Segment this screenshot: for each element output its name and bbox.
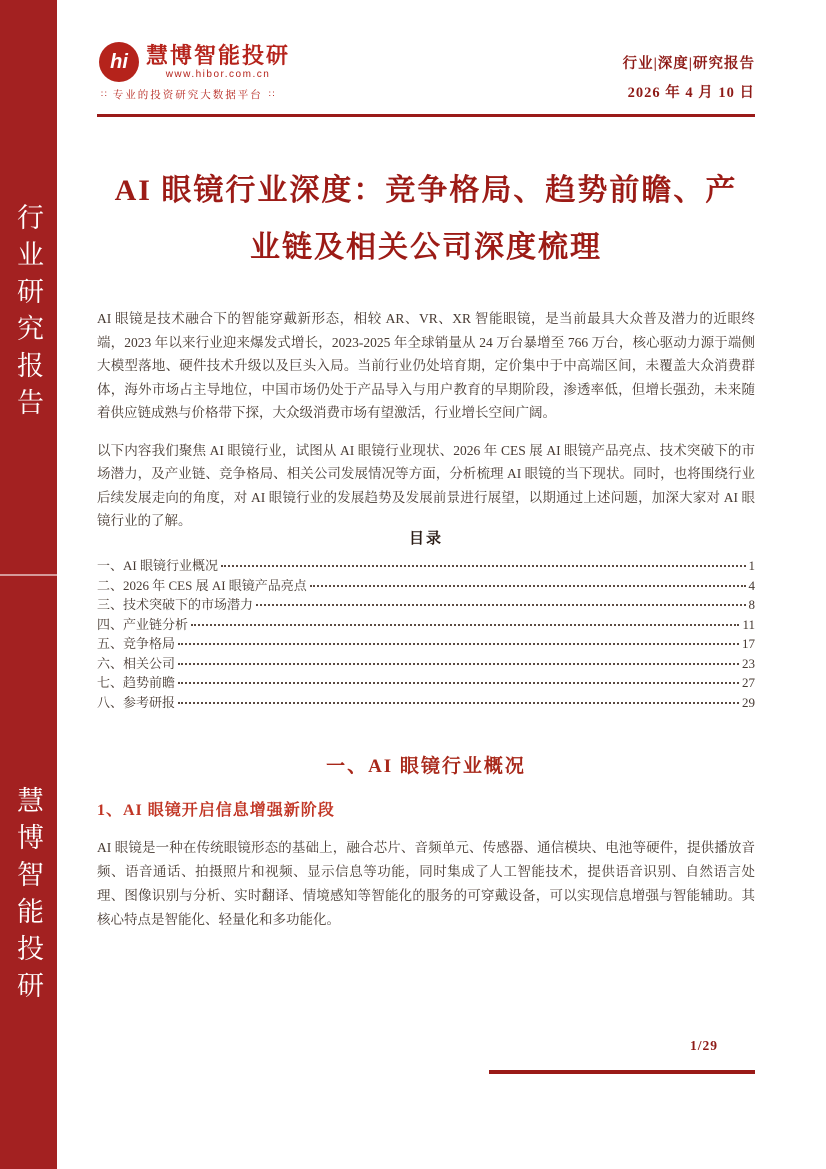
toc-dotted-leader [178, 682, 739, 684]
report-title [87, 162, 765, 276]
sidebar [0, 0, 57, 1169]
toc-dotted-leader [310, 585, 746, 587]
toc-dotted-leader [178, 663, 739, 665]
tagline-ornament-left-icon: ∷ [101, 89, 107, 99]
toc-list [97, 556, 755, 712]
section-paragraph: AI 眼镜是一种在传统眼镜形态的基础上，融合芯片、音频单元、传感器、通信模块、电池等硬件，提供播放音频、语音通话、拍摄照片和视频、显示信息等功能，同时集成了人工智能技术，提供语音识别、自然语言处理、图像识别与分析、实时翻译、情境感知等智能化的服务的可穿戴设备，可以实现信息增强与智能辅助。其核心特点是智能化、轻量化和多功能化。 [97, 840, 755, 927]
report-category: 行业|深度|研究报告 [622, 56, 755, 72]
toc-dotted-leader [178, 702, 739, 704]
toc-item-7[interactable] [97, 673, 755, 693]
toc-item-label: 六、相关公司 [97, 655, 176, 671]
brand-tagline: 专业的投资研究大数据平台 [112, 90, 263, 101]
sidebar-vertical-title-top-wrap [0, 203, 57, 425]
sub-heading: 1、AI 眼镜开启信息增强新阶段 [97, 802, 335, 819]
brand-logo-row [99, 42, 290, 82]
toc-item-page: 8 [748, 597, 755, 612]
toc-item-3[interactable] [97, 595, 755, 615]
toc-dotted-leader [178, 643, 739, 645]
toc-item-label: 二、2026 年 CES 展 AI 眼镜产品亮点 [97, 577, 307, 593]
sidebar-vertical-title-bottom: 慧博智能投研 [13, 786, 43, 1008]
toc-heading: 目录 [408, 531, 443, 547]
toc-item-label: 七、趋势前瞻 [97, 675, 176, 690]
toc-item-5[interactable] [97, 634, 755, 654]
report-date: 2026 年 4 月 10 日 [627, 85, 755, 101]
toc-item-label: 三、技术突破下的市场潜力 [97, 597, 254, 612]
toc-item-label: 四、产业链分析 [97, 616, 189, 632]
brand-tagline-row [101, 87, 290, 102]
footer-rule [489, 1070, 755, 1074]
toc-item-label: 八、参考研报 [97, 694, 176, 710]
tagline-ornament-right-icon: ∷ [268, 89, 275, 99]
sidebar-divider [0, 574, 57, 576]
toc-item-6[interactable] [97, 654, 755, 674]
toc-item-4[interactable] [97, 615, 755, 635]
toc-dotted-leader [256, 604, 745, 606]
brand-text-column [146, 43, 290, 81]
intro-paragraph-2: 以下内容我们聚焦 AI 眼镜行业，试图从 AI 眼镜行业现状、2026 年 CES 展 AI 眼镜产品亮点、技术突破下的市场潜力，及产业链、竞争格局、相关公司发展情况等方面，分析梳理 AI 眼镜的当下现状。同时，也将围绕行业后续发展走向的角度，对 AI 眼镜行业的发展趋势及发展前景进行展望，以期通过上述问题，加深大家对 AI 眼镜行业的了解。 [97, 442, 755, 528]
header-meta [623, 52, 755, 102]
website-link[interactable]: www.hibor.com.cn [165, 69, 271, 80]
sidebar-vertical-title-bottom-wrap [0, 786, 57, 1008]
toc-item-page: 29 [742, 694, 755, 710]
toc-item-label: 一、AI 眼镜行业概况 [97, 558, 218, 573]
toc-item-8[interactable] [97, 693, 755, 713]
toc-item-page: 17 [742, 636, 755, 651]
intro-paragraph-1: AI 眼镜是技术融合下的智能穿戴新形态，相较 AR、VR、XR 智能眼镜，是当前最具大众普及潜力的近眼终端，2023 年以来行业迎来爆发式增长，2023-2025 年全球销量从 24 万台暴增至 766 万台，核心驱动力源于端侧大模型落地、硬件技术升级以及巨头入局。当前行业仍处培育期，定价集中于中高端区间，未覆盖大众消费群体，海外市场占主导地位，中国市场仍处于产品导入与用户教育的早期阶段，渗透率低，但增长强劲，未来随着供应链成熟与价格带下探，大众级消费市场有望激活，行业增长空间广阔。 [97, 311, 755, 420]
header-divider [97, 114, 755, 117]
toc-dotted-leader [191, 624, 739, 626]
report-title-line1: AI 眼镜行业深度：竞争格局、趋势前瞻、产 [114, 174, 738, 207]
toc-item-page: 1 [748, 558, 755, 573]
intro-section [97, 307, 755, 533]
brand-name: 慧博智能投研 [146, 43, 291, 68]
section-heading: 一、AI 眼镜行业概况 [326, 756, 526, 777]
report-title-line2: 业链及相关公司深度梳理 [250, 231, 602, 264]
brand-logo [99, 42, 290, 102]
toc-item-page: 11 [742, 616, 755, 632]
toc-dotted-leader [221, 565, 746, 567]
toc-item-page: 27 [742, 675, 755, 690]
sidebar-vertical-title-top: 行业研究报告 [13, 203, 43, 425]
toc-item-page: 23 [742, 655, 755, 671]
page-indicator: 1/29 [690, 1038, 719, 1053]
hibor-logo-icon: hi [99, 42, 139, 82]
toc-item-label: 五、竞争格局 [97, 636, 176, 651]
toc-item-page: 4 [748, 577, 755, 593]
toc-item-1[interactable] [97, 556, 755, 576]
toc-item-2[interactable] [97, 576, 755, 596]
